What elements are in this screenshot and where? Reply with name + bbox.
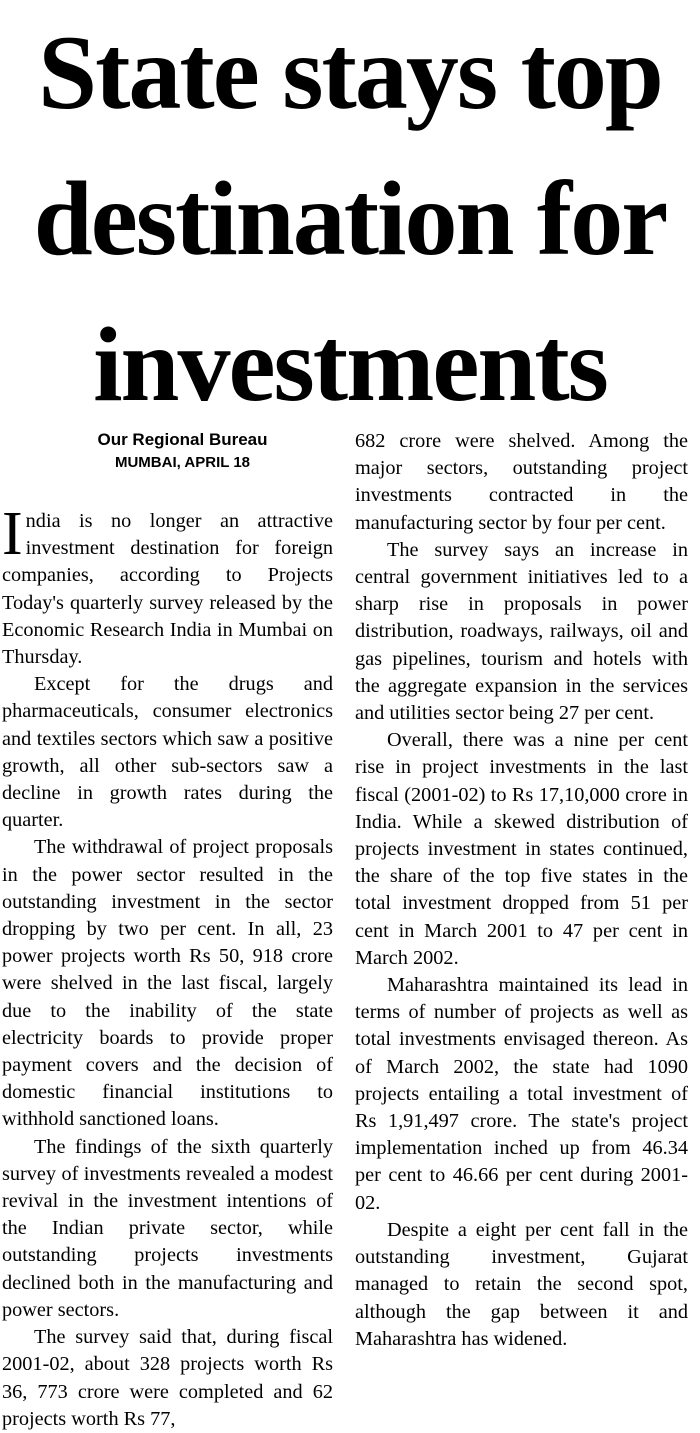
drop-cap: I [2, 500, 23, 568]
column-divider [343, 428, 344, 1418]
article-column-right [355, 428, 688, 1353]
headline-line-1: State stays top [38, 14, 662, 131]
headline-line-2: destination for [33, 160, 667, 277]
paragraph-9: Despite a eight per cent fall in the outstanding investment, Gujarat managed to retain the second spot, although the gap between it and Maharashtra has widened. [355, 1218, 688, 1350]
byline-dateline: MUMBAI, APRIL 18 [114, 454, 250, 471]
paragraph-1 [2, 500, 333, 671]
paragraph-4: The findings of the sixth quarterly survey of investments revealed a modest revival in the investment intentions of the Indian private sector, while outstanding projects investments declined both in the manufacturing and power sectors. [2, 1135, 333, 1321]
paragraph-7: Overall, there was a nine per cent rise in project investments in the last fiscal (2001-02) to Rs 17,10,000 crore in India. While a skewed distribution of projects investment in states continued, the share of the top five states in the total investment dropped from 51 per cent in March 2001 to 47 per cent in March 2002. [355, 729, 688, 969]
paragraph-5-start: The survey said that, during fiscal 2001-02, about 328 projects worth Rs 36, 773 crore were completed and 62 projects worth Rs 77, [2, 1326, 333, 1430]
headline [0, 0, 700, 438]
paragraph-8: Maharashtra maintained its lead in terms of number of projects as well as total investments envisaged thereon. As of March 2002, the state had 1090 projects entailing a total investment of Rs 1,91,497 crore. The state's project implementation inched up from 46.34 per cent to 46.66 per cent during 2001-02. [355, 974, 688, 1214]
headline-line-3: investments [93, 306, 607, 423]
paragraph-1-text: ndia is no longer an attractive investment destination for foreign companies, according to Projects Today's quarterly survey released by the Economic Research India in Mumbai on Thursday. [2, 510, 333, 669]
paragraph-6: The survey says an increase in central government initiatives led to a sharp rise in proposals in power distribution, roadways, railways, oil and gas pipelines, tourism and hotels with the aggregate expansion in the services and utilities sector being 27 per cent. [355, 538, 688, 725]
paragraph-3: The withdrawal of project proposals in the power sector resulted in the outstanding investment in the sector dropping by two per cent. In all, 23 power projects worth Rs 50, 918 crore were shelved in the last fiscal, largely due to the inability of the state electricity boards to provide proper payment covers and the decision of domestic financial institutions to withhold sanctioned loans. [2, 836, 333, 1131]
byline-bureau: Our Regional Bureau [97, 430, 268, 449]
paragraph-2: Except for the drugs and pharmaceuticals, consumer electronics and textiles sectors which saw a positive growth, all other sub-sectors saw a decline in growth rates during the quarter. [2, 673, 333, 832]
byline [32, 428, 333, 474]
paragraph-5-end: 682 crore were shelved. Among the major sectors, outstanding project investments contracted in the manufacturing sector by four per cent. [355, 430, 688, 534]
article-column-left [2, 428, 333, 1433]
